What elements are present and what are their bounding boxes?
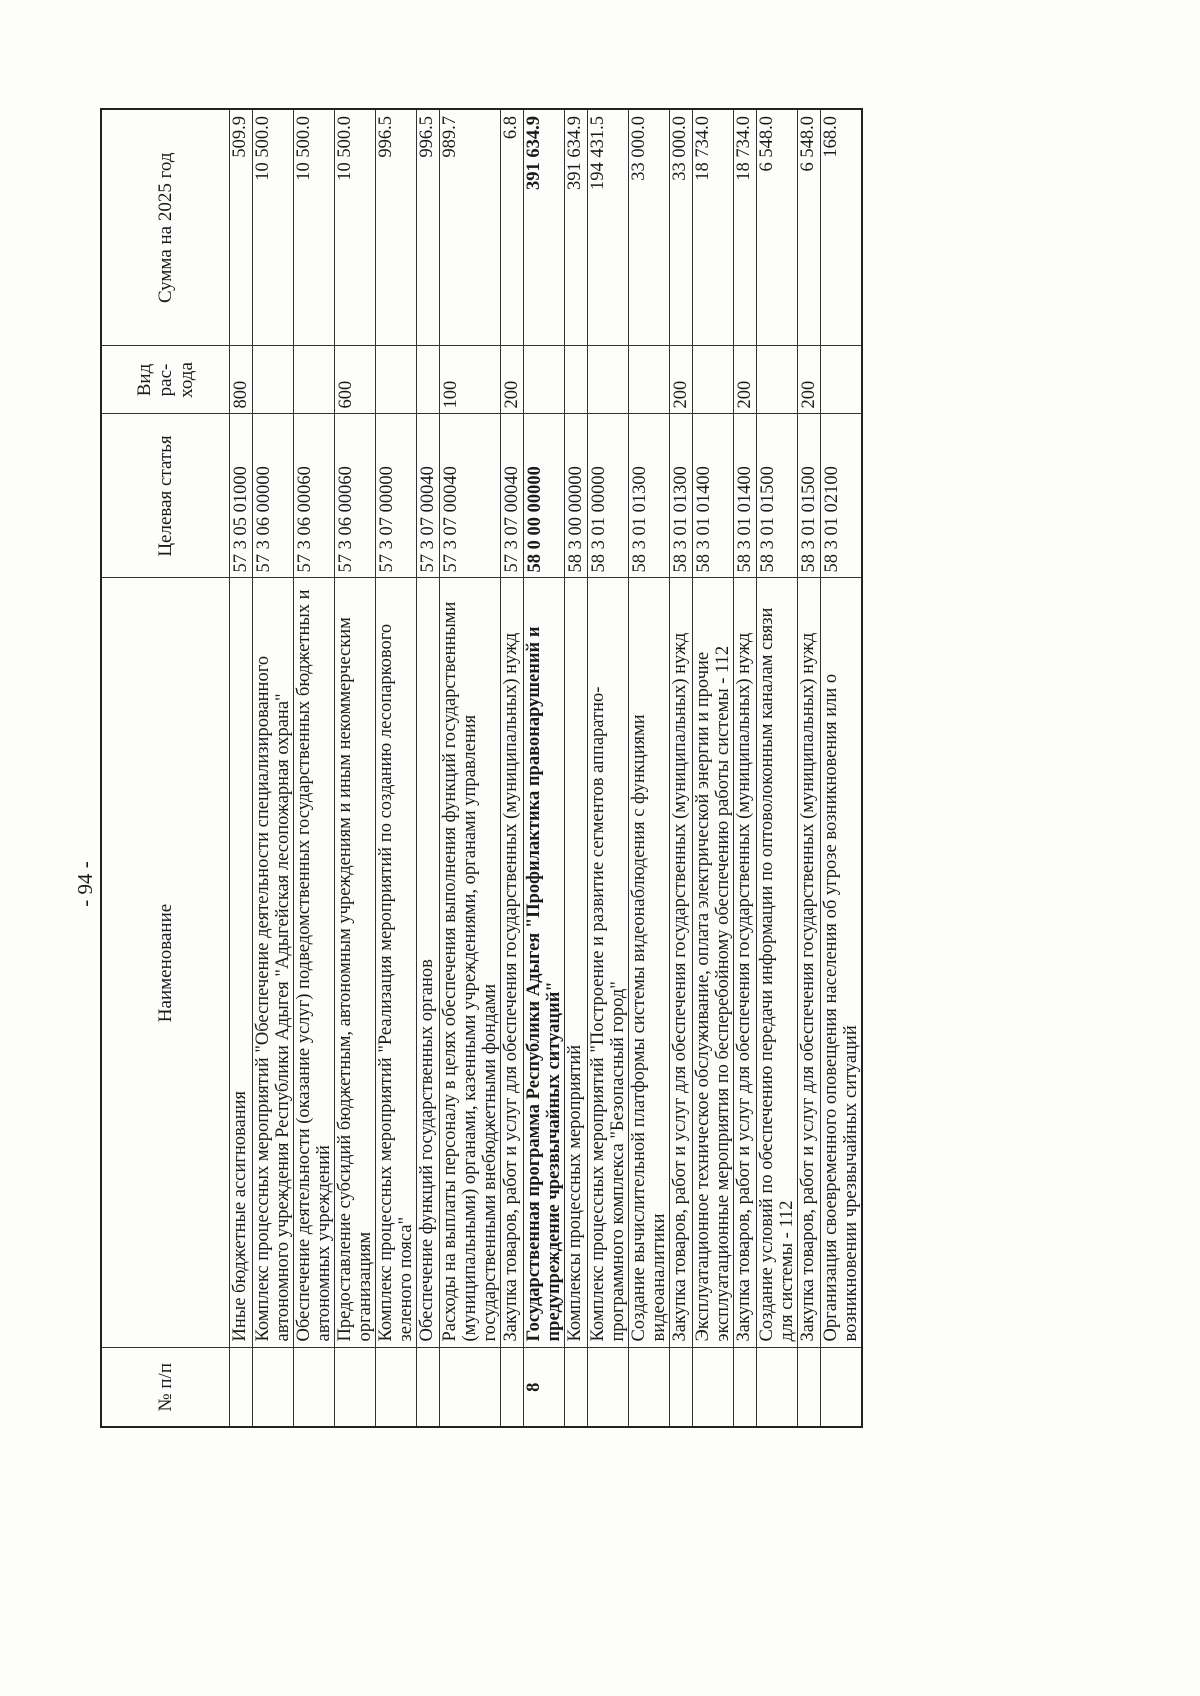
- cell-name: Организация своевременного оповещения населения об угрозе возникновения или о возникновении чрезвычайных ситуаций: [821, 578, 863, 1348]
- cell-vid: 200: [670, 346, 693, 414]
- cell-name: Закупка товаров, работ и услуг для обеспечения государственных (муниципальных) нужд: [798, 578, 821, 1348]
- cell-vid: [757, 346, 798, 414]
- table-row: [693, 109, 734, 1427]
- cell-name: Закупка товаров, работ и услуг для обеспечения государственных (муниципальных) нужд: [501, 578, 524, 1348]
- cell-code: 58 3 01 01500: [798, 414, 821, 578]
- cell-sum: 10 500.0: [253, 109, 294, 346]
- cell-code: 57 3 05 01000: [230, 414, 253, 578]
- table-row: [821, 109, 863, 1427]
- budget-table: [100, 108, 863, 1428]
- cell-vid: [629, 346, 670, 414]
- cell-num: [693, 1348, 734, 1427]
- cell-num: [821, 1348, 863, 1427]
- cell-vid: 200: [501, 346, 524, 414]
- cell-num: [294, 1348, 335, 1427]
- cell-name: Комплекс процессных мероприятий "Обеспечение деятельности специализированного автономного учреждения Республики Адыгея "Адыгейская лесопожарная охрана": [253, 578, 294, 1348]
- cell-num: [335, 1348, 376, 1427]
- cell-code: 57 3 07 00000: [376, 414, 417, 578]
- table-row: [524, 109, 565, 1427]
- cell-sum: 10 500.0: [335, 109, 376, 346]
- cell-code: 58 3 01 00000: [588, 414, 629, 578]
- table-row: [335, 109, 376, 1427]
- table-header-row: [101, 109, 230, 1427]
- cell-num: [629, 1348, 670, 1427]
- header-sum: Сумма на 2025 год: [101, 109, 230, 346]
- cell-code: 57 3 06 00060: [294, 414, 335, 578]
- cell-sum: 996.5: [417, 109, 440, 346]
- cell-code: 57 3 06 00000: [253, 414, 294, 578]
- cell-sum: 391 634.9: [524, 109, 565, 346]
- cell-num: [230, 1348, 253, 1427]
- cell-code: 58 3 00 00000: [565, 414, 588, 578]
- cell-name: Эксплуатационное техническое обслуживание, оплата электрической энергии и прочие эксплуатационные мероприятия по бесперебойному обеспечению работы системы - 112: [693, 578, 734, 1348]
- cell-sum: 996.5: [376, 109, 417, 346]
- cell-code: 58 3 01 01400: [693, 414, 734, 578]
- table-row: [798, 109, 821, 1427]
- cell-code: 58 3 01 01400: [734, 414, 757, 578]
- cell-num: [253, 1348, 294, 1427]
- table-row: [417, 109, 440, 1427]
- cell-sum: 6 548.0: [798, 109, 821, 346]
- table-row: [376, 109, 417, 1427]
- cell-code: 58 3 01 01500: [757, 414, 798, 578]
- cell-code: 57 3 07 00040: [417, 414, 440, 578]
- cell-name: Обеспечение функций государственных органов: [417, 578, 440, 1348]
- header-vid: Вид рас-хода: [101, 346, 230, 414]
- cell-num: [670, 1348, 693, 1427]
- cell-vid: [693, 346, 734, 414]
- cell-name: Закупка товаров, работ и услуг для обеспечения государственных (муниципальных) нужд: [670, 578, 693, 1348]
- header-num: № п/п: [101, 1348, 230, 1427]
- cell-sum: 509.9: [230, 109, 253, 346]
- cell-name: Расходы на выплаты персоналу в целях обеспечения выполнения функций государственными (муниципальными) органами, казенными учреждениями, органами управления государственными внебюджетными фондами: [440, 578, 501, 1348]
- cell-num: 8: [524, 1348, 565, 1427]
- cell-sum: 168.0: [821, 109, 863, 346]
- table-row: [588, 109, 629, 1427]
- cell-num: [417, 1348, 440, 1427]
- cell-sum: 194 431.5: [588, 109, 629, 346]
- cell-sum: 6 548.0: [757, 109, 798, 346]
- cell-num: [501, 1348, 524, 1427]
- page-number: - 94 -: [73, 861, 97, 907]
- cell-num: [798, 1348, 821, 1427]
- table-row: [253, 109, 294, 1427]
- cell-vid: 100: [440, 346, 501, 414]
- cell-name: Обеспечение деятельности (оказание услуг) подведомственных государственных бюджетных и автономных учреждений: [294, 578, 335, 1348]
- cell-code: 57 3 07 00040: [501, 414, 524, 578]
- cell-name: Комплексы процессных мероприятий: [565, 578, 588, 1348]
- table-row: [565, 109, 588, 1427]
- table-body: [230, 109, 863, 1427]
- cell-sum: 33 000.0: [629, 109, 670, 346]
- cell-num: [734, 1348, 757, 1427]
- cell-code: 57 3 07 00040: [440, 414, 501, 578]
- cell-code: 57 3 06 00060: [335, 414, 376, 578]
- cell-num: [588, 1348, 629, 1427]
- cell-code: 58 3 01 01300: [629, 414, 670, 578]
- cell-num: [757, 1348, 798, 1427]
- cell-sum: 6.8: [501, 109, 524, 346]
- cell-vid: [417, 346, 440, 414]
- cell-vid: [588, 346, 629, 414]
- cell-vid: [524, 346, 565, 414]
- cell-num: [376, 1348, 417, 1427]
- cell-name: Иные бюджетные ассигнования: [230, 578, 253, 1348]
- cell-vid: 800: [230, 346, 253, 414]
- cell-vid: [294, 346, 335, 414]
- table-row: [440, 109, 501, 1427]
- cell-vid: 200: [734, 346, 757, 414]
- table-row: [757, 109, 798, 1427]
- cell-name: Государственная программа Республики Адыгея "Профилактика правонарушений и предупреждение чрезвычайных ситуаций": [524, 578, 565, 1348]
- cell-sum: 391 634.9: [565, 109, 588, 346]
- cell-code: 58 3 01 01300: [670, 414, 693, 578]
- header-code: Целевая статья: [101, 414, 230, 578]
- cell-name: Создание условий по обеспечению передачи информации по оптоволоконным каналам связи для системы - 112: [757, 578, 798, 1348]
- cell-code: 58 3 01 02100: [821, 414, 863, 578]
- cell-name: Закупка товаров, работ и услуг для обеспечения государственных (муниципальных) нужд: [734, 578, 757, 1348]
- cell-sum: 989.7: [440, 109, 501, 346]
- cell-vid: [821, 346, 863, 414]
- table-row: [501, 109, 524, 1427]
- cell-name: Предоставление субсидий бюджетным, автономным учреждениям и иным некоммерческим организациям: [335, 578, 376, 1348]
- cell-name: Комплекс процессных мероприятий "Реализация мероприятий по созданию лесопаркового зеленого пояса": [376, 578, 417, 1348]
- cell-name: Комплекс процессных мероприятий "Построение и развитие сегментов аппаратно-программного комплекса "Безопасный город": [588, 578, 629, 1348]
- cell-sum: 10 500.0: [294, 109, 335, 346]
- cell-vid: [565, 346, 588, 414]
- table-row: [670, 109, 693, 1427]
- cell-vid: 600: [335, 346, 376, 414]
- cell-vid: 200: [798, 346, 821, 414]
- cell-sum: 18 734.0: [693, 109, 734, 346]
- table-row: [294, 109, 335, 1427]
- cell-sum: 18 734.0: [734, 109, 757, 346]
- table-row: [629, 109, 670, 1427]
- cell-code: 58 0 00 00000: [524, 414, 565, 578]
- cell-num: [440, 1348, 501, 1427]
- table-row: [734, 109, 757, 1427]
- cell-num: [565, 1348, 588, 1427]
- table-row: [230, 109, 253, 1427]
- cell-vid: [253, 346, 294, 414]
- cell-vid: [376, 346, 417, 414]
- cell-sum: 33 000.0: [670, 109, 693, 346]
- cell-name: Создание вычислительной платформы системы видеонаблюдения с функциями видеоаналитики: [629, 578, 670, 1348]
- header-name: Наименование: [101, 578, 230, 1348]
